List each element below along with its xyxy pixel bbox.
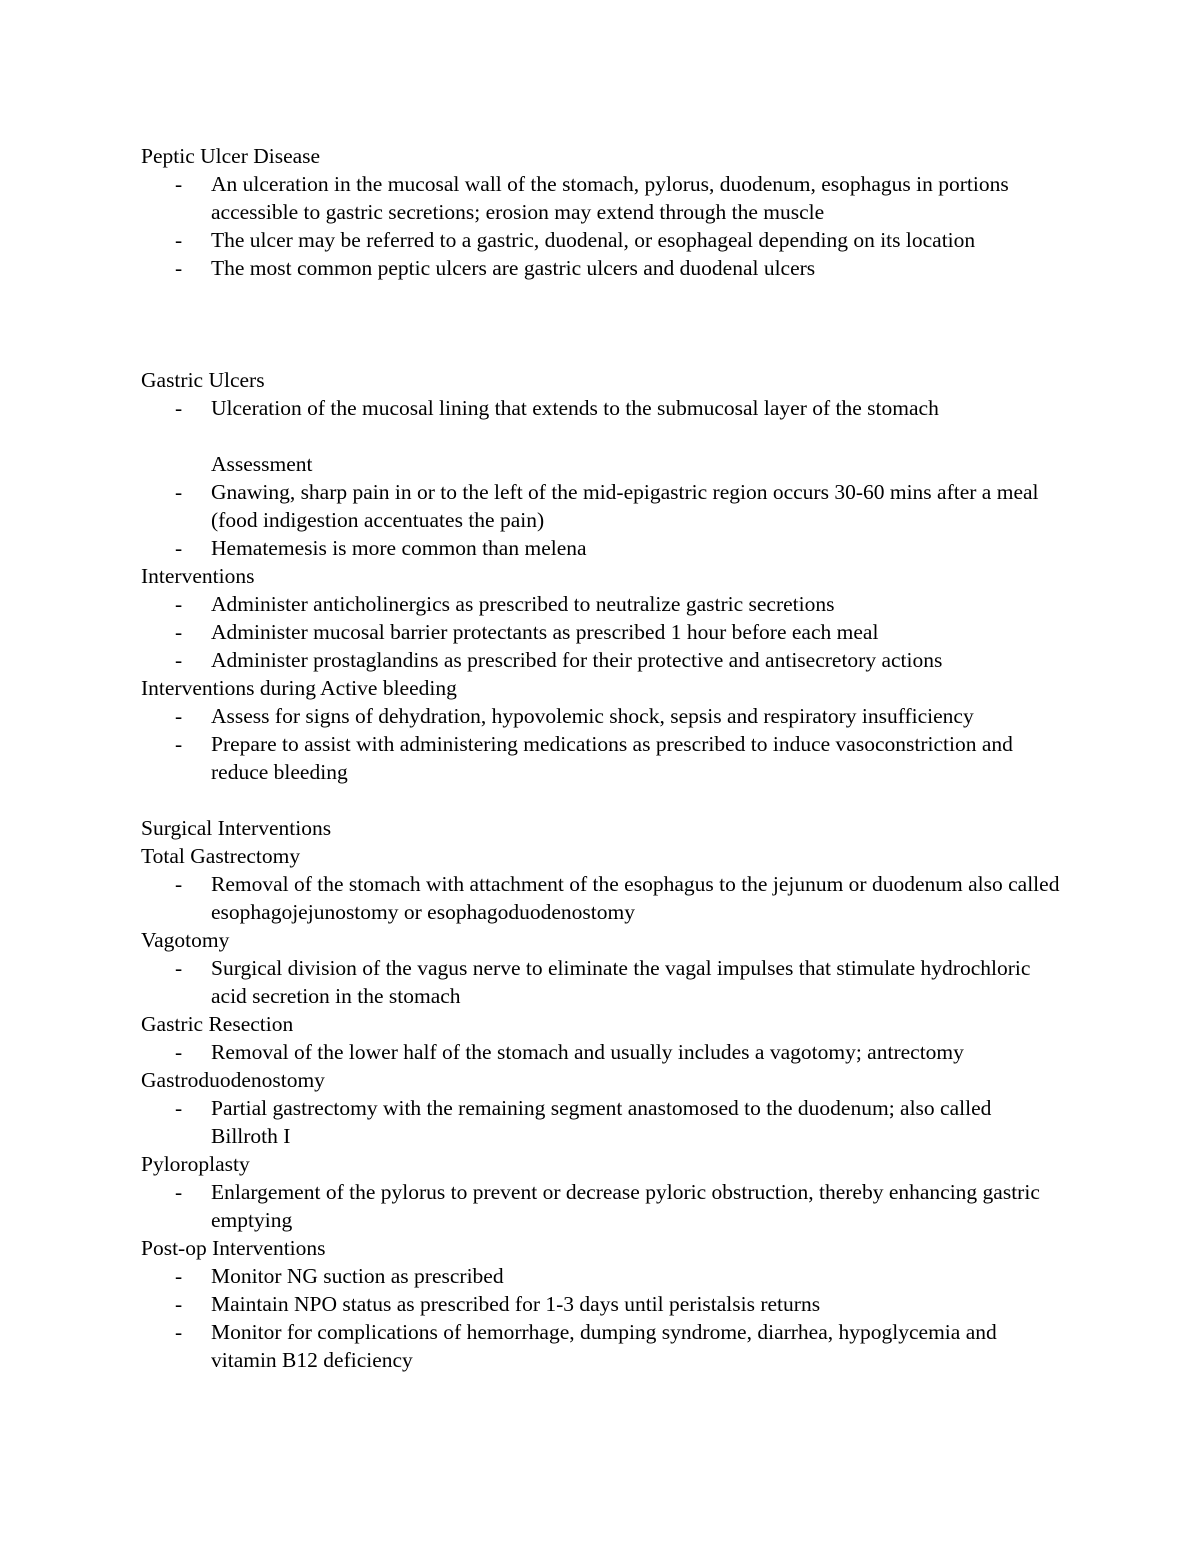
bullet-dash: - bbox=[175, 1264, 183, 1288]
list-item bbox=[141, 394, 1061, 422]
bullet-dash: - bbox=[175, 1320, 183, 1344]
bullet-dash: - bbox=[175, 1180, 183, 1204]
bullet-dash: - bbox=[175, 536, 183, 560]
spacer bbox=[141, 786, 1061, 814]
bullet-dash: - bbox=[175, 872, 183, 896]
section-title-interventions: Interventions bbox=[141, 564, 255, 588]
bullet-text: Assess for signs of dehydration, hypovolemic shock, sepsis and respiratory insufficiency bbox=[211, 704, 974, 728]
section-title-gastric-resection: Gastric Resection bbox=[141, 1012, 294, 1036]
bullet-dash: - bbox=[175, 704, 183, 728]
list-item bbox=[141, 254, 1061, 282]
bullet-text: Administer prostaglandins as prescribed for their protective and antisecretory actions bbox=[211, 648, 943, 672]
list-item bbox=[141, 1038, 1061, 1066]
bullet-list-gastric-resection bbox=[141, 1038, 1061, 1066]
bullet-list-total-gastrectomy bbox=[141, 870, 1061, 926]
list-item bbox=[141, 1318, 1061, 1374]
bullet-dash: - bbox=[175, 228, 183, 252]
bullet-text: Hematemesis is more common than melena bbox=[211, 536, 587, 560]
section-title-peptic-ulcer-disease: Peptic Ulcer Disease bbox=[141, 144, 321, 168]
bullet-list-active-bleeding bbox=[141, 702, 1061, 786]
bullet-dash: - bbox=[175, 172, 183, 196]
bullet-dash: - bbox=[175, 620, 183, 644]
bullet-text: Partial gastrectomy with the remaining segment anastomosed to the duodenum; also called Billroth I bbox=[211, 1096, 992, 1148]
bullet-text: The most common peptic ulcers are gastric ulcers and duodenal ulcers bbox=[211, 256, 816, 280]
list-item bbox=[141, 534, 1061, 562]
bullet-text: Administer mucosal barrier protectants as prescribed 1 hour before each meal bbox=[211, 620, 879, 644]
bullet-dash: - bbox=[175, 480, 183, 504]
bullet-text: Surgical division of the vagus nerve to eliminate the vagal impulses that stimulate hydrochloric acid secretion in the stomach bbox=[211, 956, 1031, 1008]
list-item bbox=[141, 1094, 1061, 1150]
bullet-dash: - bbox=[175, 1040, 183, 1064]
section-title-total-gastrectomy: Total Gastrectomy bbox=[141, 844, 301, 868]
section-title-vagotomy: Vagotomy bbox=[141, 928, 230, 952]
subsection-title-assessment: Assessment bbox=[211, 452, 313, 476]
bullet-list-vagotomy bbox=[141, 954, 1061, 1010]
bullet-text: Prepare to assist with administering medications as prescribed to induce vasoconstriction and reduce bleeding bbox=[211, 732, 1013, 784]
bullet-text: Removal of the stomach with attachment of the esophagus to the jejunum or duodenum also called esophagojejunostomy or esophagoduodenostomy bbox=[211, 872, 1060, 924]
list-item bbox=[141, 954, 1061, 1010]
bullet-dash: - bbox=[175, 592, 183, 616]
bullet-text: Monitor for complications of hemorrhage, dumping syndrome, diarrhea, hypoglycemia and vitamin B12 deficiency bbox=[211, 1320, 997, 1372]
bullet-list-assessment bbox=[141, 478, 1061, 562]
bullet-text: Removal of the lower half of the stomach and usually includes a vagotomy; antrectomy bbox=[211, 1040, 964, 1064]
section-title-postop-interventions: Post-op Interventions bbox=[141, 1236, 326, 1260]
bullet-list-pyloroplasty bbox=[141, 1178, 1061, 1234]
bullet-text: Enlargement of the pylorus to prevent or decrease pyloric obstruction, thereby enhancing gastric emptying bbox=[211, 1180, 1040, 1232]
bullet-text: Gnawing, sharp pain in or to the left of the mid-epigastric region occurs 30-60 mins after a meal (food indigestion accentuates the pain) bbox=[211, 480, 1039, 532]
bullet-list-peptic bbox=[141, 170, 1061, 282]
list-item bbox=[141, 478, 1061, 534]
bullet-dash: - bbox=[175, 396, 183, 420]
list-item bbox=[141, 1178, 1061, 1234]
document-content bbox=[141, 142, 1061, 1374]
bullet-text: Monitor NG suction as prescribed bbox=[211, 1264, 504, 1288]
bullet-list-postop bbox=[141, 1262, 1061, 1374]
list-item bbox=[141, 1262, 1061, 1290]
bullet-dash: - bbox=[175, 732, 183, 756]
list-item bbox=[141, 730, 1061, 786]
section-title-surgical-interventions: Surgical Interventions bbox=[141, 816, 332, 840]
section-title-pyloroplasty: Pyloroplasty bbox=[141, 1152, 250, 1176]
bullet-text: The ulcer may be referred to a gastric, duodenal, or esophageal depending on its location bbox=[211, 228, 976, 252]
list-item bbox=[141, 590, 1061, 618]
section-title-gastroduodenostomy: Gastroduodenostomy bbox=[141, 1068, 325, 1092]
bullet-dash: - bbox=[175, 956, 183, 980]
bullet-dash: - bbox=[175, 256, 183, 280]
spacer bbox=[141, 282, 1061, 366]
list-item bbox=[141, 618, 1061, 646]
bullet-list-gastric bbox=[141, 394, 1061, 422]
list-item bbox=[141, 1290, 1061, 1318]
bullet-text: Administer anticholinergics as prescribed to neutralize gastric secretions bbox=[211, 592, 835, 616]
bullet-text: Ulceration of the mucosal lining that extends to the submucosal layer of the stomach bbox=[211, 396, 939, 420]
list-item bbox=[141, 170, 1061, 226]
bullet-dash: - bbox=[175, 1292, 183, 1316]
bullet-text: Maintain NPO status as prescribed for 1-3 days until peristalsis returns bbox=[211, 1292, 821, 1316]
bullet-text: An ulceration in the mucosal wall of the stomach, pylorus, duodenum, esophagus in portions accessible to gastric secretions; erosion may extend through the muscle bbox=[211, 172, 1009, 224]
bullet-list-interventions bbox=[141, 590, 1061, 674]
spacer bbox=[141, 422, 1061, 450]
section-title-gastric-ulcers: Gastric Ulcers bbox=[141, 368, 265, 392]
list-item bbox=[141, 226, 1061, 254]
list-item bbox=[141, 870, 1061, 926]
list-item bbox=[141, 702, 1061, 730]
bullet-dash: - bbox=[175, 648, 183, 672]
section-title-active-bleeding: Interventions during Active bleeding bbox=[141, 676, 457, 700]
list-item bbox=[141, 646, 1061, 674]
bullet-list-gastroduodenostomy bbox=[141, 1094, 1061, 1150]
bullet-dash: - bbox=[175, 1096, 183, 1120]
